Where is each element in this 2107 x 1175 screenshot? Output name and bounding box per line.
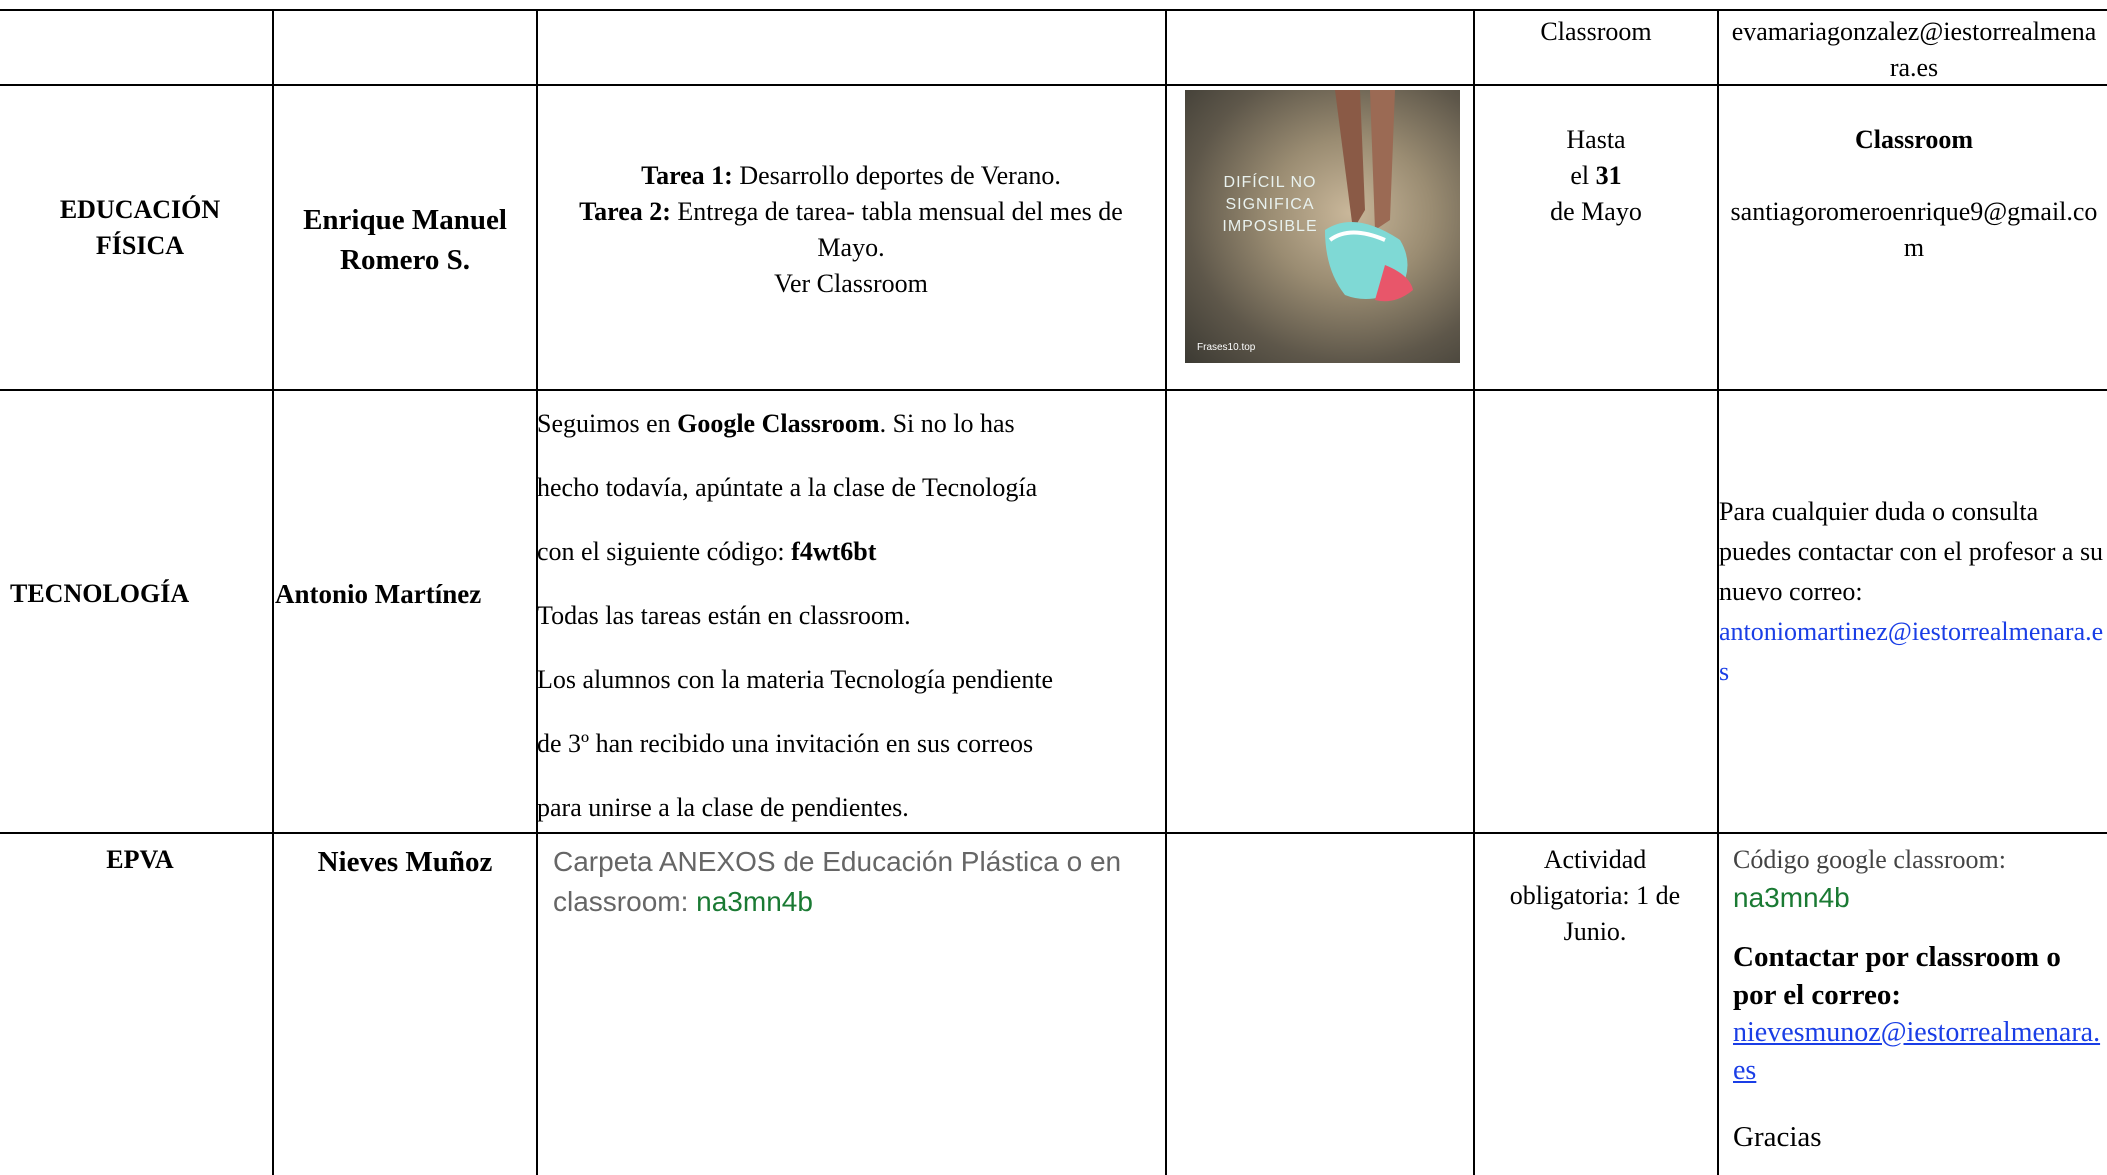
row0-contact-email[interactable]: evamariagonzalez@iestorrealmenara.es <box>1731 17 2097 82</box>
ef-task2-label: Tarea 2: <box>579 197 671 226</box>
col-divider-1 <box>272 10 274 1175</box>
tec-line1-post: . Si no lo has <box>879 409 1015 438</box>
epva-contact-email[interactable]: nievesmunoz@iestorrealmenara.es <box>1733 1017 2101 1086</box>
epva-subject: EPVA <box>106 845 174 874</box>
epva-date-cell <box>1500 842 1690 950</box>
motivational-image <box>1185 90 1460 363</box>
tec-contact-email[interactable]: antoniomartinez@iestorrealmenara.es <box>1719 617 2104 686</box>
tec-line3-pre: con el siguiente código: <box>537 537 792 566</box>
ef-teacher: Enrique Manuel Romero S. <box>303 204 507 276</box>
ef-subject-cell <box>20 192 260 264</box>
epva-code: na3mn4b <box>1733 882 1850 913</box>
epva-code-label: Código google classroom: <box>1733 845 2006 874</box>
tec-line4: Todas las tareas están en classroom. <box>537 601 911 630</box>
ef-task-link[interactable]: Ver Classroom <box>774 269 928 298</box>
tec-teacher-cell <box>275 576 535 612</box>
tec-task-cell <box>537 392 1162 840</box>
epva-task-cell <box>553 842 1158 922</box>
ef-task-cell <box>545 158 1157 302</box>
epva-date-text: Actividad obligatoria: 1 de Junio. <box>1509 845 1681 946</box>
image-caption: DIFÍCIL NO SIGNIFICA IMPOSIBLE <box>1222 174 1318 235</box>
epva-teacher: Nieves Muñoz <box>317 846 493 878</box>
ef-subject: EDUCACIÓN FÍSICA <box>59 195 221 260</box>
ef-date-number: 31 <box>1595 161 1622 190</box>
ef-contact-title: Classroom <box>1855 125 1973 154</box>
epva-task-code: na3mn4b <box>696 886 813 917</box>
ef-task2-text: Entrega de tarea- tabla mensual del mes de Mayo. <box>670 197 1123 262</box>
col-divider-3 <box>1165 10 1167 1175</box>
image-watermark: Frases10.top <box>1197 342 1256 353</box>
tec-contact-text: Para cualquier duda o consulta puedes contactar con el profesor a su nuevo correo: <box>1719 497 2104 606</box>
tec-subject-cell <box>10 576 270 612</box>
ef-contact-email[interactable]: santiagoromeroenrique9@gmail.com <box>1730 197 2098 262</box>
ef-date-cell <box>1475 122 1717 230</box>
epva-contact-bold: Contactar por classroom o por el correo: <box>1733 941 2061 1011</box>
tec-teacher: Antonio Martínez <box>275 579 482 609</box>
tec-line7: para unirse a la clase de pendientes. <box>537 793 909 822</box>
tec-class-code: f4wt6bt <box>791 537 877 566</box>
row0-date-text: Classroom <box>1540 17 1652 46</box>
tec-contact-cell <box>1719 492 2104 692</box>
table-top-border <box>0 9 2107 11</box>
tec-line2: hecho todavía, apúntate a la clase de Tecnología <box>537 473 1038 502</box>
ef-task1-text: Desarrollo deportes de Verano. <box>732 161 1061 190</box>
row0-date-cell <box>1475 14 1717 50</box>
ef-contact-cell <box>1729 122 2099 266</box>
tec-classroom-name: Google Classroom <box>677 409 880 438</box>
ef-date-line3: de Mayo <box>1550 197 1642 226</box>
epva-subject-cell <box>20 842 260 878</box>
ef-date-line2: el <box>1570 161 1596 190</box>
epva-thanks: Gracias <box>1733 1121 1822 1153</box>
ef-date-line1: Hasta <box>1566 125 1626 154</box>
epva-teacher-cell <box>280 842 530 882</box>
ef-task1-label: Tarea 1: <box>641 161 733 190</box>
tec-line6: de 3º han recibido una invitación en sus correos <box>537 729 1034 758</box>
tec-subject: TECNOLOGÍA <box>10 579 190 608</box>
epva-contact-cell <box>1733 842 2103 1156</box>
tec-line5: Los alumnos con la materia Tecnología pendiente <box>537 665 1054 694</box>
row0-contact-cell <box>1729 14 2099 86</box>
tec-line1-pre: Seguimos en <box>537 409 678 438</box>
ef-teacher-cell <box>280 200 530 280</box>
row-divider-2 <box>0 389 2107 391</box>
epva-task-text: Carpeta ANEXOS de Educación Plástica o en classroom: <box>553 846 1122 917</box>
